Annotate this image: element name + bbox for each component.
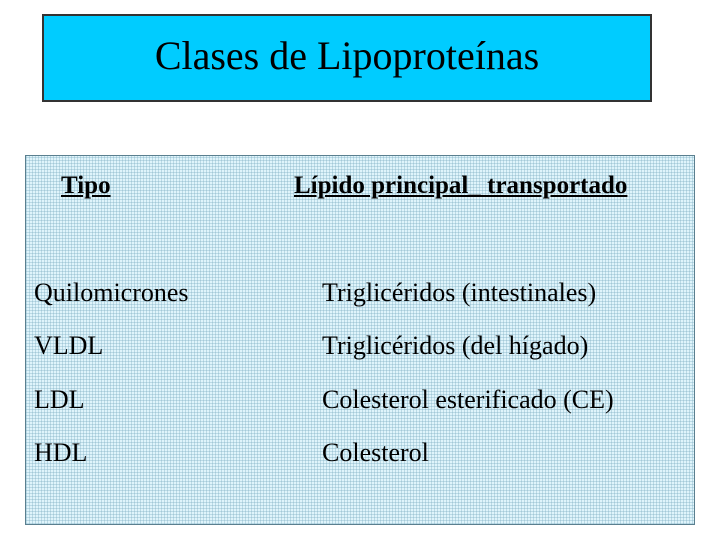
table-row	[26, 331, 694, 371]
column-header-lipid: Lípido principal_ transportado	[294, 172, 628, 199]
column-header-type: Tipo	[61, 172, 111, 199]
cell-lipid: Colesterol esterificado (CE)	[322, 385, 614, 414]
table-row	[26, 438, 694, 478]
lipoprotein-table	[25, 155, 695, 525]
slide-title: Clases de Lipoproteínas	[154, 33, 540, 78]
cell-type: HDL	[34, 438, 88, 467]
cell-lipid: Colesterol	[322, 438, 429, 467]
cell-lipid: Triglicéridos (intestinales)	[322, 278, 597, 307]
cell-type: LDL	[34, 385, 85, 414]
cell-type: VLDL	[34, 331, 104, 360]
table-row	[26, 385, 694, 425]
title-banner	[42, 14, 652, 102]
cell-type: Quilomicrones	[34, 278, 189, 307]
cell-lipid: Triglicéridos (del hígado)	[322, 331, 589, 360]
table-row	[26, 278, 694, 318]
